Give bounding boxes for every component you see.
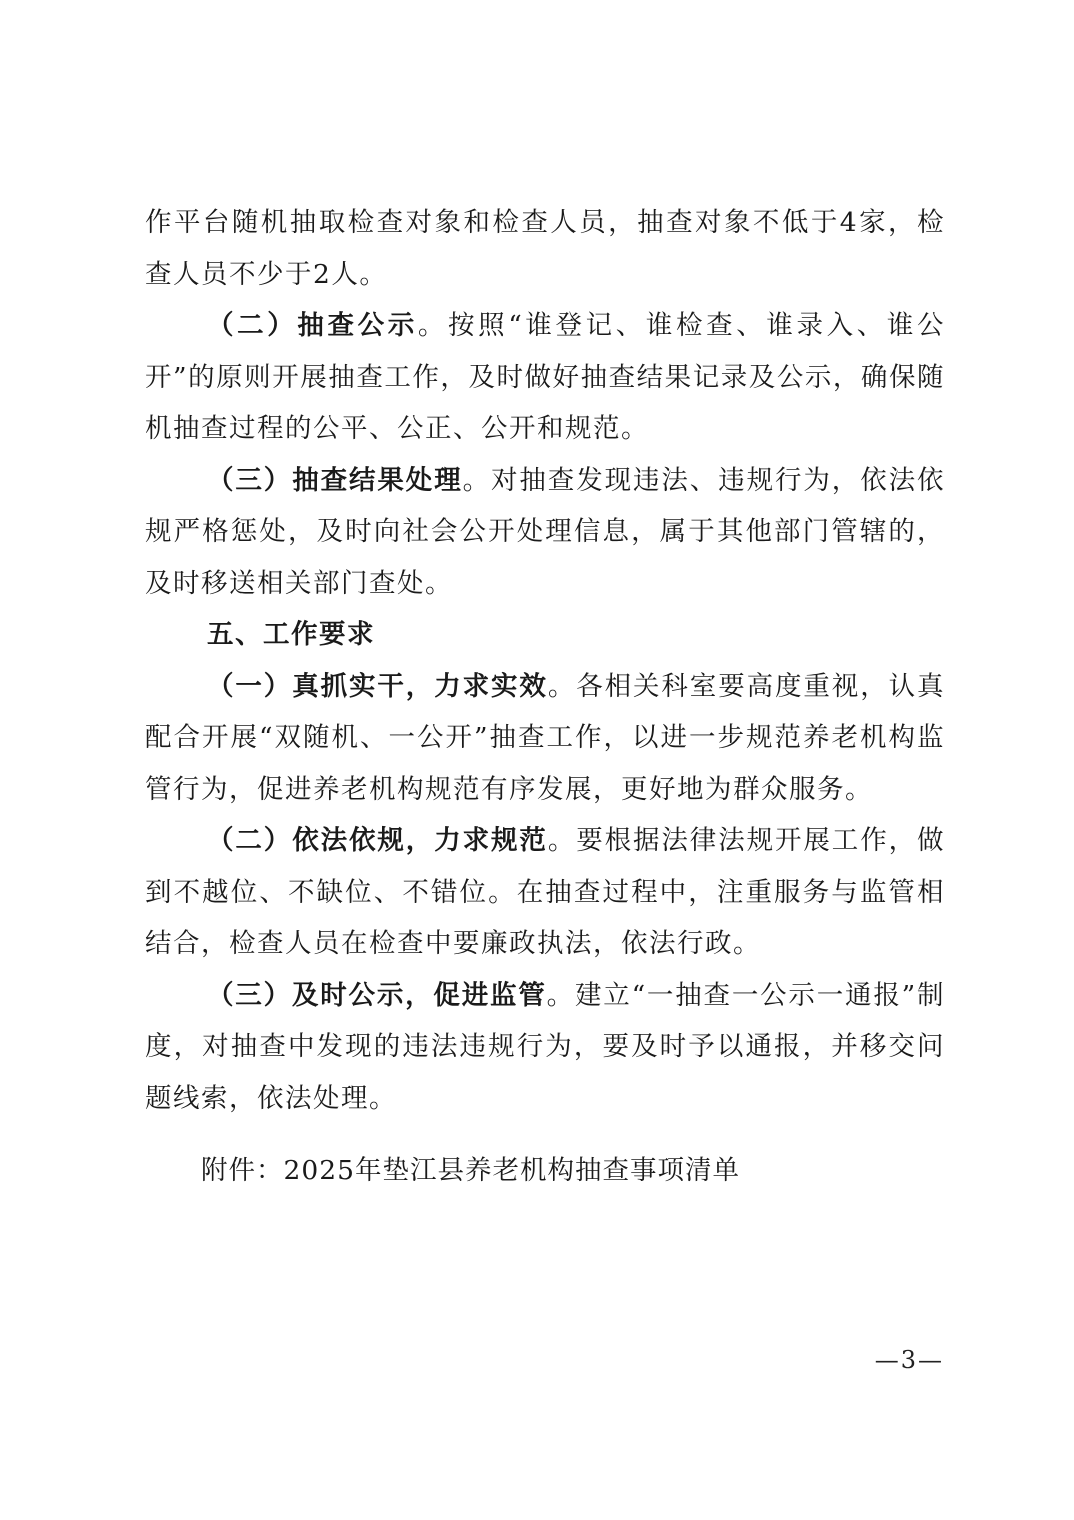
section-heading: 五、工作要求: [207, 619, 375, 650]
document-body: [145, 197, 945, 1197]
requirement-text: 。建立“一抽查一公示一通报”制度，对抽查中发现的违法违规行为，要及时予以通报，并移交问题线索，依法处理。: [145, 979, 946, 1114]
paragraph-text: 。对抽查发现违法、违规行为，依法依规严格惩处，及时向社会公开处理信息，属于其他部门管辖的，及时移送相关部门查处。: [145, 464, 946, 599]
requirement-3: [145, 970, 945, 1125]
requirement-text: 。要根据法律法规开展工作，做到不越位、不缺位、不错位。在抽查过程中，注重服务与监管相结合，检查人员在检查中要廉政执法，依法行政。: [145, 825, 946, 959]
requirement-lead: （三）及时公示，促进监管: [207, 979, 547, 1011]
paragraph-text: 作平台随机抽取检查对象和检查人员，抽查对象不低于4家，检查人员不少于2人。: [145, 207, 945, 290]
requirement-lead: （一）真抓实干，力求实效: [207, 670, 548, 702]
page-number: —3—: [874, 1346, 944, 1374]
requirement-2: [145, 815, 945, 970]
requirement-1: [145, 661, 945, 816]
requirement-text: 。各相关科室要高度重视，认真配合开展“双随机、一公开”抽查工作，以进一步规范养老机构监管行为，促进养老机构规范有序发展，更好地为群众服务。: [145, 670, 946, 805]
attachment-line: 附件：2025年垫江县养老机构抽查事项清单: [201, 1155, 740, 1186]
paragraph-result-handling: [145, 455, 945, 610]
paragraph-continuation: [145, 197, 945, 300]
paragraph-text: 。按照“谁登记、谁检查、谁录入、谁公开”的原则开展抽查工作，及时做好抽查结果记录及公示，确保随机抽查过程的公平、公正、公开和规范。: [145, 310, 945, 444]
paragraph-sampling-publicity: [145, 300, 945, 455]
paragraph-lead: （三）抽查结果处理: [207, 464, 463, 496]
paragraph-lead: （二）抽查公示: [207, 310, 418, 341]
requirement-lead: （二）依法依规，力求规范: [207, 825, 548, 856]
